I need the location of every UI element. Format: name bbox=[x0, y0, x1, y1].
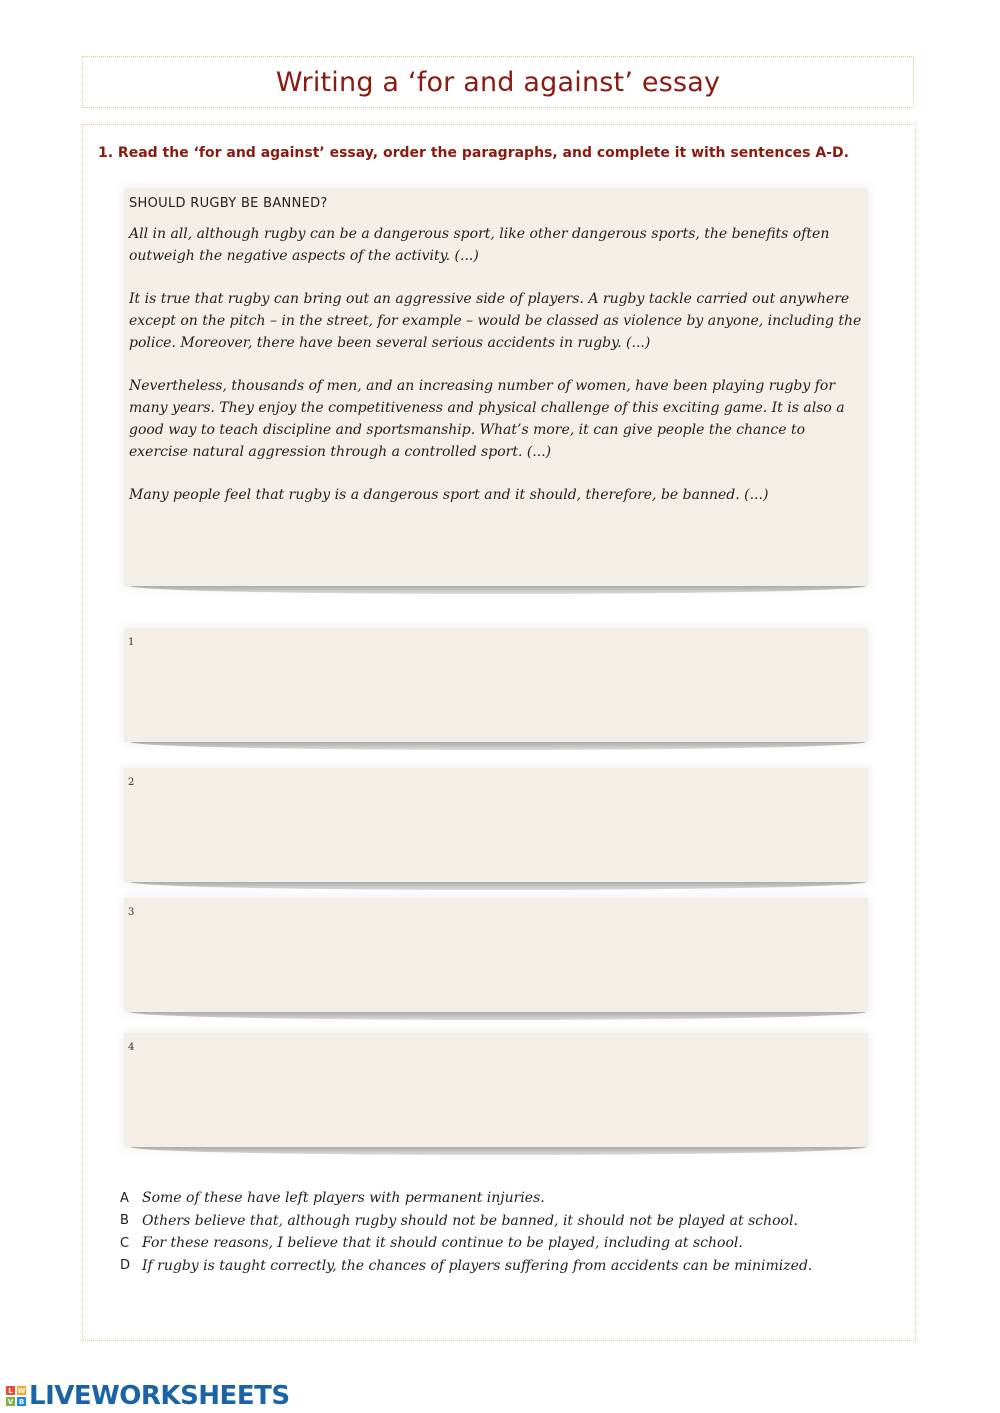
logo-tile: W bbox=[17, 1386, 26, 1395]
answer-slot-4[interactable] bbox=[124, 1033, 868, 1147]
sentence-text: Others believe that, although rugby should not be banned, it should not be played at school. bbox=[142, 1212, 798, 1229]
essay-paragraph: All in all, although rugby can be a dangerous sport, like other dangerous sports, the benefits often outweigh the negative aspects of the activity. (...) bbox=[129, 226, 830, 264]
slot-number: 3 bbox=[128, 907, 135, 918]
slot-number: 2 bbox=[128, 777, 135, 788]
essay-title: SHOULD RUGBY BE BANNED? bbox=[129, 196, 328, 211]
logo-tile: B bbox=[18, 1397, 25, 1406]
answer-slot-1[interactable] bbox=[124, 628, 868, 742]
sentence-item bbox=[120, 1232, 900, 1255]
answer-slot-3[interactable] bbox=[124, 898, 868, 1012]
sentence-letter: A bbox=[120, 1190, 129, 1206]
sentence-item bbox=[120, 1187, 900, 1210]
essay-paragraph: It is true that rugby can bring out an aggressive side of players. A rugby tackle carried out anywhere except on the pitch – in the street, for example – would be classed as violence by anyone, including the police. Moreover, there have been several serious accidents in rugby. (...) bbox=[129, 291, 862, 351]
sentence-item bbox=[120, 1210, 900, 1233]
page-title: Writing a ‘for and against’ essay bbox=[275, 66, 721, 98]
answer-slot-2[interactable] bbox=[124, 768, 868, 882]
sentence-text: Some of these have left players with permanent injuries. bbox=[142, 1190, 545, 1207]
slot-number: 1 bbox=[128, 637, 135, 648]
title-box bbox=[82, 56, 914, 108]
instruction-text: 1. Read the ‘for and against’ essay, order the paragraphs, and complete it with sentences A-D. bbox=[98, 145, 849, 161]
liveworksheets-logo bbox=[6, 1381, 290, 1411]
slot-number: 4 bbox=[128, 1042, 135, 1053]
logo-tile: V bbox=[7, 1397, 14, 1406]
sentence-letter: B bbox=[120, 1213, 129, 1229]
sentence-item bbox=[120, 1255, 900, 1278]
essay-paragraph: Many people feel that rugby is a dangerous sport and it should, therefore, be banned. (...) bbox=[129, 487, 769, 503]
logo-icon bbox=[6, 1386, 26, 1406]
logo-tile: L bbox=[6, 1386, 15, 1395]
essay-card bbox=[124, 188, 868, 586]
sentence-text: If rugby is taught correctly, the chances of players suffering from accidents can be minimized. bbox=[142, 1257, 813, 1274]
sentence-text: For these reasons, I believe that it should continue to be played, including at school. bbox=[142, 1235, 743, 1252]
essay-paragraph: Nevertheless, thousands of men, and an increasing number of women, have been playing rugby for many years. They enjoy the competitiveness and physical challenge of this exciting game. It is also a good way to teach discipline and sportsmanship. What’s more, it can give people the chance to exercise natural aggression through a controlled sport. (...) bbox=[129, 378, 845, 460]
sentence-letter: C bbox=[120, 1235, 130, 1251]
logo-text: LIVEWORKSHEETS bbox=[29, 1381, 290, 1411]
sentence-list bbox=[120, 1187, 900, 1277]
sentence-letter: D bbox=[120, 1258, 131, 1274]
